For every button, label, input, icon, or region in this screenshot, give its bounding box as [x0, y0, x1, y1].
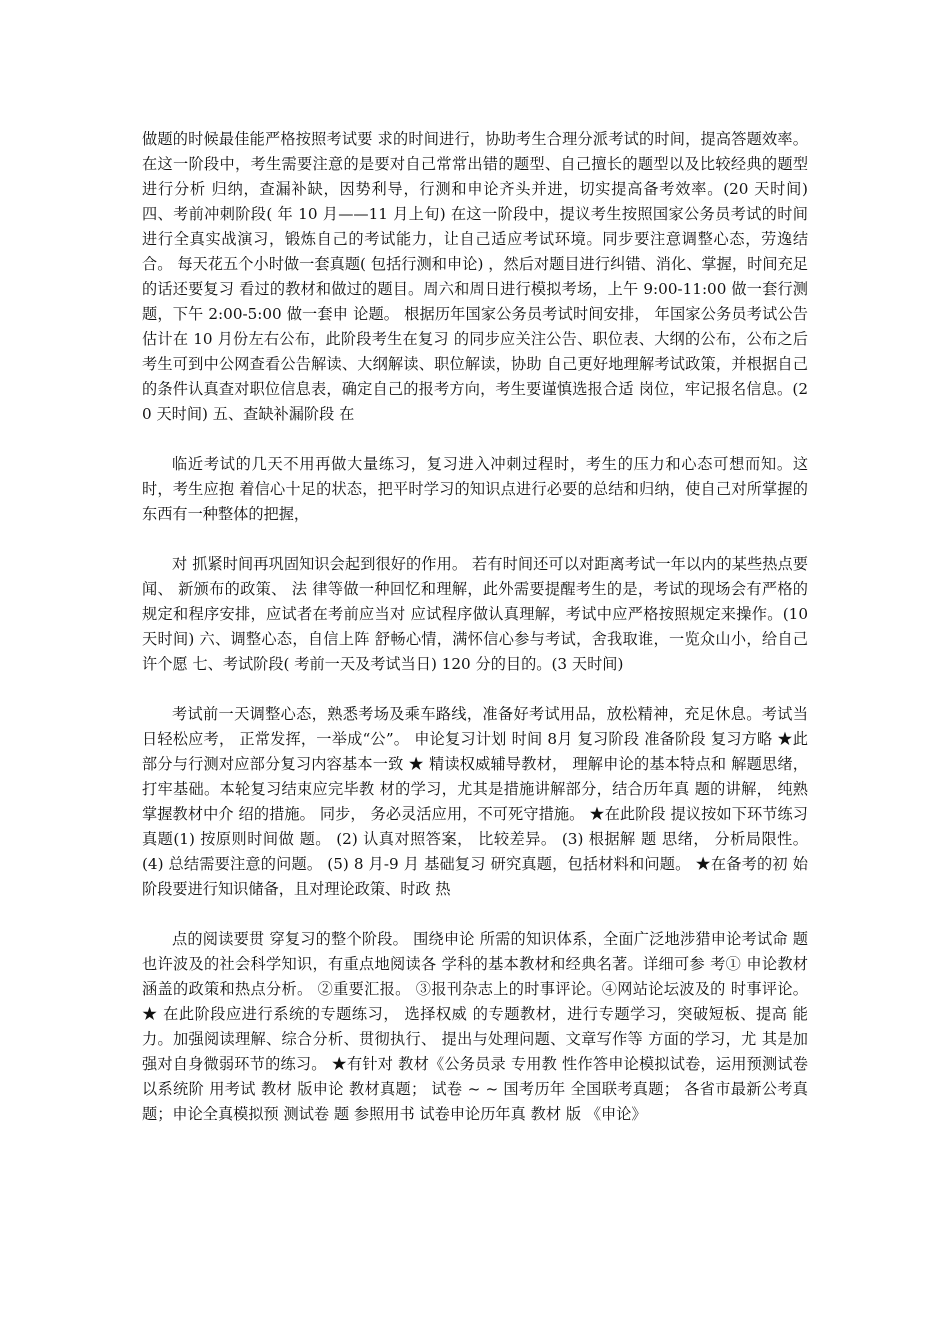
paragraph-gap — [142, 677, 808, 702]
paragraph-3: 对 抓紧时间再巩固知识会起到很好的作用。 若有时间还可以对距离考试一年以内的某些热点要闻、 新颁布的政策、 法 律等做一种回忆和理解，此外需要提醒考生的是，考试的现场会有严格的规定和程序安排，应试者在考前应当对 应试程序做认真理解，考试中应严格按照规定来操作。(10 天时间) 六、调整心态，自信上阵 舒畅心情，满怀信心参与考试，舍我取谁，一览众山小，给自己许个愿 七、考试阶段( 考前一天及考试当日) 120 分的目的。(3 天时间) — [142, 555, 808, 673]
paragraph-4: 考试前一天调整心态，熟悉考场及乘车路线，准备好考试用品，放松精神，充足休息。考试当日轻松应考， 正常发挥，一举成“公”。 申论复习计划 时间 8月 复习阶段 准备阶段 复习方略 ★此部分与行测对应部分复习内容基本一致 ★ 精读权威辅导教材， 理解申论的基本特点和 解题思绪，打牢基础。本轮复习结束应完毕教 材的学习，尤其是措施讲解部分，结合历年真 题的讲解， 纯熟掌握教材中介 绍的措施。 同步， 务必灵活应用，不可死守措施。 ★在此阶段 提议按如下环节练习真题(1) 按原则时间做 题。 (2) 认真对照答案， 比较差异。 (3) 根据解 题 思绪， 分析局限性。 (4) 总结需要注意的问题。 (5) 8 月-9 月 基础复习 研究真题，包括材料和问题。 ★在备考的初 始阶段要进行知识储备，且对理论政策、时政 热 — [142, 705, 808, 898]
paragraph-5: 点的阅读要贯 穿复习的整个阶段。 围绕申论 所需的知识体系，全面广泛地涉猎申论考试命 题也许波及的社会科学知识，有重点地阅读各 学科的基本教材和经典名著。详细可参 考① 申论教材涵盖的政策和热点分析。 ②重要汇报。 ③报刊杂志上的时事评论。④网站论坛波及的 时事评论。 ★ 在此阶段应进行系统的专题练习， 选择权威 的专题教材，进行专题学习，突破短板、提高 能力。加强阅读理解、综合分析、贯彻执行、 提出与处理问题、文章写作等 方面的学习，尤 其是加强对自身微弱环节的练习。 ★有针对 教材《公务员录 专用教 性作答申论模拟试卷，运用预测试卷以系统阶 用考试 教材 版申论 教材真题； 试卷 ~ ~ 国考历年 全国联考真题； 各省市最新公考真 题；申论全真模拟预 测试卷 题 参照用书 试卷申论历年真 教材 版 《申论》 — [142, 930, 808, 1123]
paragraph-2: 临近考试的几天不用再做大量练习，复习进入冲刺过程时，考生的压力和心态可想而知。这时，考生应抱 着信心十足的状态，把平时学习的知识点进行必要的总结和归纳，使自己对所掌握的东西有一种整体的把握， — [142, 455, 808, 523]
paragraph-1: 做题的时候最佳能严格按照考试要 求的时间进行，协助考生合理分派考试的时间，提高答题效率。 在这一阶段中，考生需要注意的是要对自己常常出错的题型、自己擅长的题型以及比较经典的题型进行分析 归纳，查漏补缺，因势利导，行测和申论齐头并进，切实提高备考效率。(20 天时间) 四、考前冲刺阶段( 年 10 月——11 月上旬) 在这一阶段中，提议考生按照国家公务员考试的时间进行全真实战演习，锻炼自己的考试能力，让自己适应考试环境。同步要注意调整心态，劳逸结合。 每天花五个小时做一套真题( 包括行测和申论) ，然后对题目进行纠错、消化、掌握，时间充足的话还要复习 看过的教材和做过的题目。周六和周日进行模拟考场，上午 9:00-11:00 做一套行测题，下午 2:00-5:00 做一套申 论题。 根据历年国家公务员考试时间安排， 年国家公务员考试公告估计在 10 月份左右公布，此阶段考生在复习 的同步应关注公告、职位表、大纲的公布，公布之后考生可到中公网查看公告解读、大纲解读、职位解读，协助 自己更好地理解考试政策，并根据自己的条件认真查对职位信息表，确定自己的报考方向，考生要谨慎选报合适 岗位，牢记报名信息。(20 天时间) 五、查缺补漏阶段 在 — [142, 130, 808, 423]
document-body — [142, 127, 808, 1127]
paragraph-gap — [142, 902, 808, 927]
paragraph-gap — [142, 527, 808, 552]
paragraph-gap — [142, 427, 808, 452]
